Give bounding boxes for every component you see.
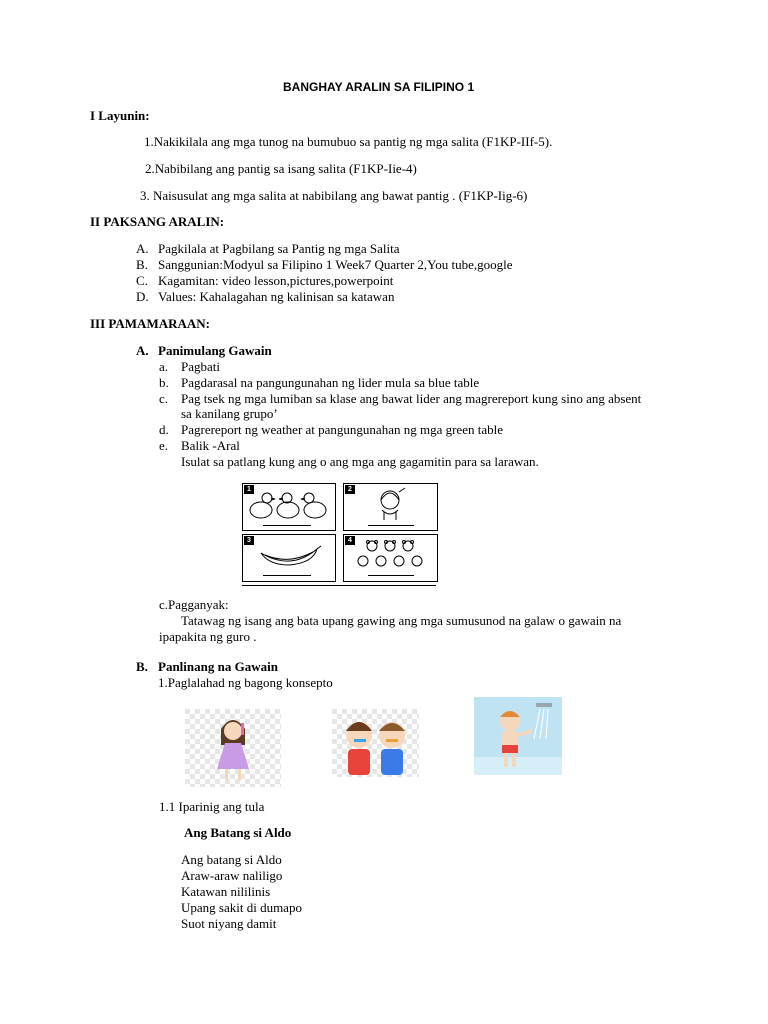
list-marker: e.: [159, 438, 169, 453]
worksheet-cell-2: [343, 483, 438, 531]
girl-brushing-hair-icon: [185, 709, 281, 787]
list-marker: b.: [159, 375, 169, 390]
list-marker: A.: [136, 241, 149, 256]
paglalahad-text: 1.Paglalahad ng bagong konsepto: [158, 675, 333, 690]
list-item: Pagrereport ng weather at pangungunahan ng mga green table: [181, 422, 503, 437]
list-marker: D.: [136, 289, 149, 304]
list-marker: B.: [136, 257, 148, 272]
answer-blank: [263, 575, 311, 576]
list-marker: a.: [159, 359, 169, 374]
list-item: Values: Kahalagahan ng kalinisan sa katawan: [158, 289, 395, 304]
cell-number: 3: [244, 536, 254, 545]
section-heading-pamamaraan: III PAMAMARAAN:: [90, 316, 210, 331]
poem-line: Araw-araw naliligo: [181, 868, 283, 883]
answer-blank: [368, 575, 414, 576]
worksheet-cell-1: [242, 483, 336, 531]
cell-number: 4: [345, 536, 355, 545]
answer-blank: [368, 525, 414, 526]
instruction-text: Isulat sa patlang kung ang o ang mga ang gagamitin para sa larawan.: [181, 454, 539, 469]
list-item: Pag tsek ng mga lumiban sa klase ang bawat lider ang magrereport kung sino ang absent: [181, 391, 642, 406]
objective-2: 2.Nabibilang ang pantig sa isang salita (F1KP-Iie-4): [145, 161, 417, 176]
poem-line: Ang batang si Aldo: [181, 852, 282, 867]
boy-showering-icon: [474, 697, 562, 775]
poem-line: Upang sakit di dumapo: [181, 900, 302, 915]
list-item: Kagamitan: video lesson,pictures,powerpoint: [158, 273, 394, 288]
list-marker: d.: [159, 422, 169, 437]
girl-combing-icon: [344, 484, 437, 530]
list-item: Pagkilala at Pagbilang sa Pantig ng mga Salita: [158, 241, 400, 256]
worksheet-cell-4: [343, 534, 438, 582]
list-marker: A.: [136, 343, 149, 358]
list-item: Pagdarasal na pangungunahan ng lider mula sa blue table: [181, 375, 480, 390]
list-item-continuation: sa kanilang grupo’: [181, 406, 278, 421]
answer-blank: [263, 525, 311, 526]
kids-brushing-teeth-icon: [332, 709, 419, 777]
cell-number: 2: [345, 485, 355, 494]
pagganyak-text: Tatawag ng isang ang bata upang gawing ang mga sumusunod na galaw o gawain na: [181, 613, 622, 628]
grid-bottom-rule: [242, 585, 436, 586]
objective-3: 3. Naisusulat ang mga salita at nabibilang ang bawat pantig . (F1KP-Iig-6): [140, 188, 528, 203]
section-heading-layunin: I Layunin:: [90, 108, 150, 123]
pagganyak-label: c.Pagganyak:: [159, 597, 229, 612]
list-marker: B.: [136, 659, 148, 674]
subsection-heading-panlinang-na-gawain: Panlinang na Gawain: [158, 659, 278, 674]
objective-1: 1.Nakikilala ang mga tunog na bumubuo sa pantig ng mga salita (F1KP-IIf-5).: [144, 134, 553, 149]
worksheet-cell-3: [242, 534, 336, 582]
cell-number: 1: [244, 485, 254, 494]
ducks-icon: [243, 484, 335, 530]
page-title: BANGHAY ARALIN SA FILIPINO 1: [283, 80, 475, 94]
subsection-heading-panimulang-gawain: Panimulang Gawain: [158, 343, 272, 358]
poem-line: Katawan nililinis: [181, 884, 271, 899]
section-heading-paksang-aralin: II PAKSANG ARALIN:: [90, 214, 225, 229]
pagganyak-text-continuation: ipapakita ng guro .: [159, 629, 257, 644]
list-marker: C.: [136, 273, 148, 288]
list-marker: c.: [159, 391, 169, 406]
list-item: Sanggunian:Modyul sa Filipino 1 Week7 Quarter 2,You tube,google: [158, 257, 513, 272]
list-item: Balik -Aral: [181, 438, 240, 453]
tula-label: 1.1 Iparinig ang tula: [159, 799, 265, 814]
poem-line: Suot niyang damit: [181, 916, 277, 931]
list-item: Pagbati: [181, 359, 220, 374]
poem-title: Ang Batang si Aldo: [184, 825, 292, 840]
